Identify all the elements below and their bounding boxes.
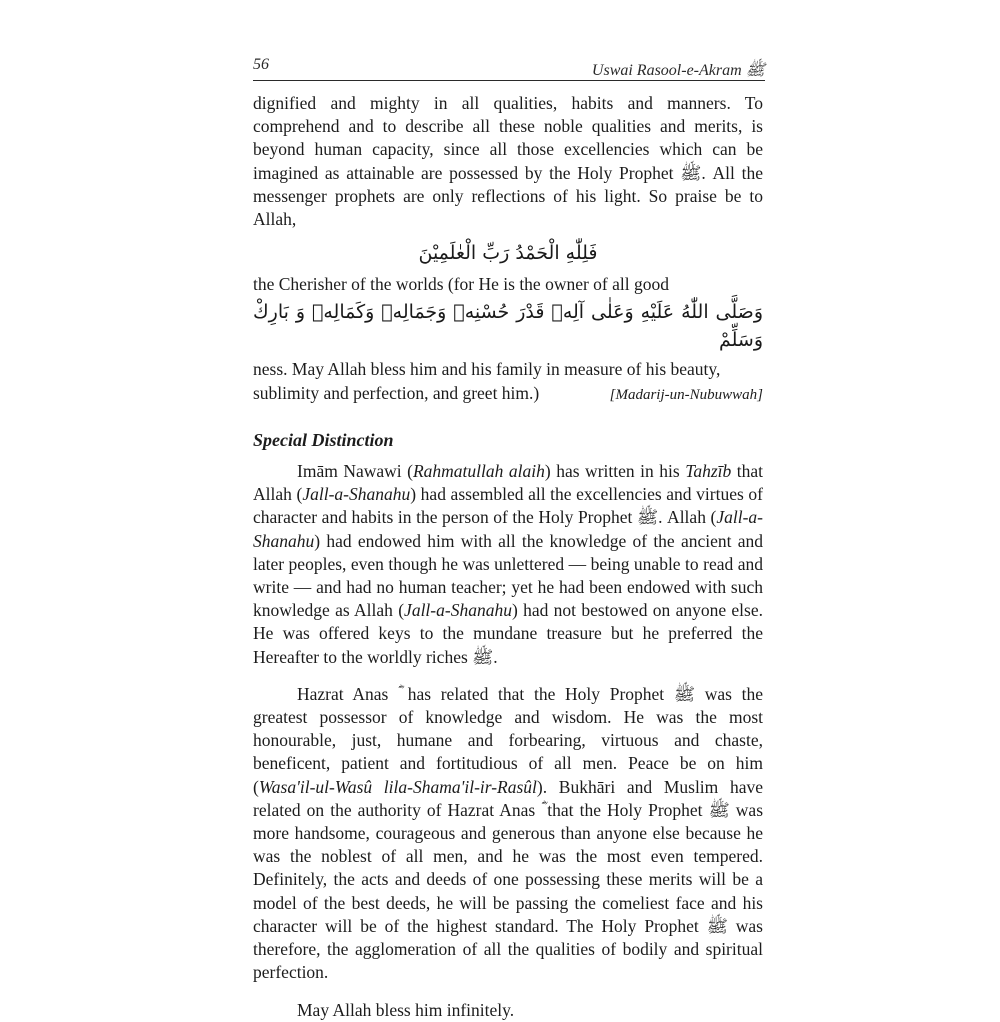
text-run: ) has written in his: [544, 461, 686, 482]
running-title: Uswai Rasool-e-Akram ﷺ: [591, 62, 765, 79]
paragraph-closing: May Allah bless him infinitely.: [297, 999, 515, 1020]
paragraph-nawawi: [253, 460, 763, 669]
text-run: Imām Nawawi (: [297, 461, 413, 482]
text-run: that Allah (: [253, 461, 763, 505]
text-run: ) had not bestowed on anyone else. He was offered keys to the mundane treasure but he preferred the Hereafter to the worldly riches ﷺ.: [253, 600, 763, 667]
running-head: [253, 54, 765, 80]
paragraph-blessing: ness. May Allah bless him and his family in measure of his beauty,: [253, 359, 721, 380]
italic-book-title: Tahzīb: [685, 461, 732, 482]
italic-term: Rahmatullah alaih: [412, 461, 545, 482]
text-run: Hazrat Anas ؓ has related that the Holy Prophet ﷺ was the greatest possessor of knowledge and wisdom. He was the most honourable, just, humane and forbearing, virtuous and chaste, beneficent, patient and fortitudious of all men. Peace be on him (: [253, 683, 763, 797]
paragraph-gap: [253, 669, 763, 683]
citation-line: [253, 382, 763, 407]
arabic-verse: فَلِلّٰهِ الْحَمْدُ رَبِّ الْعٰلَمِيْنَ: [418, 242, 598, 265]
page-content: [253, 92, 763, 1022]
text-run: ) had assembled all the excellencies and virtues of character and habits in the person of the Holy Prophet ﷺ. Allah (: [253, 484, 763, 528]
paragraph-opening: dignified and mighty in all qualities, habits and manners. To comprehend and to describe all these noble qualities and merits, is beyond human capacity, since all those excellencies which can be imagined as attainable are possessed by the Holy Prophet ﷺ. All the messenger prophets are only reflections of his light. So praise be to Allah,: [253, 93, 763, 230]
text-run: ) had endowed him with all the knowledge of the ancient and later peoples, even though he was unlettered — being unable to read and write — and had no human teacher; yet he had been endowed with such knowledge as Allah (: [253, 530, 763, 621]
paragraph-blessing-end: sublimity and perfection, and greet him.): [253, 382, 540, 403]
paragraph-anas: [253, 683, 763, 985]
arabic-salutation: وَصَلَّى اللّٰهُ عَلَيْهِ وَعَلٰى آلِهٖ قَدْرَ حُسْنِهٖ وَجَمَالِهٖ وَكَمَالِهٖ وَ بَارِكْ وَسَلِّمْ: [253, 301, 763, 352]
paragraph-gap: [253, 985, 763, 999]
text-run: ). Bukhāri and Muslim have related on the authority of Hazrat Anas ؓ that the Holy Prophet ﷺ was more handsome, courageous and generous than anyone else because he was the noblest of all men, and he was the most even tempered. Definitely, the acts and deeds of one possessing these merits will be a model of the best deeds, he will be passing the comeliest face and his character will be of the highest standard. The Holy Prophet ﷺ was therefore, the agglomeration of all the qualities of bodily and spiritual perfection.: [253, 776, 764, 983]
italic-term: Jall-a-Shanahu: [253, 507, 763, 551]
italic-term: Jall-a-Shanahu: [302, 484, 411, 505]
italic-book-title: Wasa'il-ul-Wasû lila-Shama'il-ir-Rasûl: [258, 776, 537, 797]
italic-term: Jall-a-Shanahu: [404, 600, 512, 621]
paragraph-cherisher: the Cherisher of the worlds (for He is the owner of all good: [253, 274, 670, 295]
page-number: 56: [253, 56, 269, 73]
citation: [Madarij-un-Nubuwwah]: [609, 386, 763, 403]
header-rule: [253, 80, 765, 81]
section-heading: Special Distinction: [253, 429, 394, 450]
